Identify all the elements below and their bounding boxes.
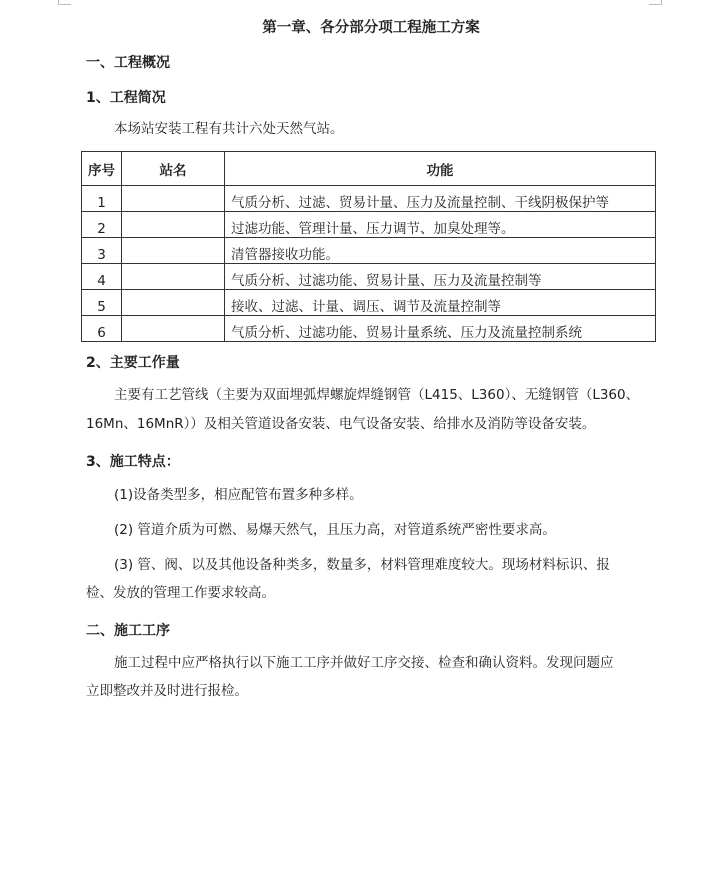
cell-name [122,290,225,316]
table-row [82,264,656,290]
header-no: 序号 [82,152,122,186]
cell-name [122,186,225,212]
cell-no: 2 [82,212,122,238]
intro-paragraph: 本场站安装工程有共计六处天然气站。 [114,121,344,137]
table-row [82,290,656,316]
crop-mark-right [649,0,662,5]
header-station-name: 站名 [122,152,225,186]
cell-no: 4 [82,264,122,290]
table-row [82,316,656,342]
workload-line-2: 16Mn、16MnR））及相关管道设备安装、电气设备安装、给排水及消防等设备安装。 [86,416,596,432]
section-heading-procedure: 二、施工工序 [86,623,170,639]
subheading-workload: 2、主要工作量 [86,355,180,371]
cell-no: 1 [82,186,122,212]
cell-function: 气质分析、过滤、贸易计量、压力及流量控制、干线阴极保护等 [225,186,656,212]
feature-item-1: (1)设备类型多，相应配管布置多种多样。 [114,487,363,503]
table-row [82,186,656,212]
table-header-row [82,152,656,186]
subheading-project-brief: 1、工程简况 [86,90,166,106]
crop-mark-left [58,0,71,5]
cell-name [122,212,225,238]
cell-name [122,264,225,290]
procedure-line-1: 施工过程中应严格执行以下施工工序并做好工序交接、检查和确认资料。发现问题应 [114,655,614,671]
cell-function: 气质分析、过滤功能、贸易计量系统、压力及流量控制系统 [225,316,656,342]
workload-line-1: 主要有工艺管线（主要为双面埋弧焊螺旋焊缝钢管（L415、L360）、无缝钢管（L360、 [114,387,640,403]
table-row [82,212,656,238]
feature-item-2: (2) 管道介质为可燃、易爆天然气，且压力高，对管道系统严密性要求高。 [114,522,556,538]
cell-function: 接收、过滤、计量、调压、调节及流量控制等 [225,290,656,316]
feature-item-3-line-2: 检、发放的管理工作要求较高。 [86,585,275,601]
cell-no: 3 [82,238,122,264]
cell-function: 过滤功能、管理计量、压力调节、加臭处理等。 [225,212,656,238]
cell-name [122,316,225,342]
header-function: 功能 [225,152,656,186]
table-row [82,238,656,264]
procedure-line-2: 立即整改并及时进行报检。 [86,683,248,699]
subheading-features: 3、施工特点： [86,454,180,470]
page-title: 第一章、各分部分项工程施工方案 [262,20,480,36]
cell-function: 清管器接收功能。 [225,238,656,264]
cell-name [122,238,225,264]
cell-no: 5 [82,290,122,316]
cell-function: 气质分析、过滤功能、贸易计量、压力及流量控制等 [225,264,656,290]
cell-no: 6 [82,316,122,342]
section-heading-overview: 一、工程概况 [86,55,170,71]
feature-item-3-line-1: (3) 管、阀、以及其他设备种类多，数量多，材料管理难度较大。现场材料标识、报 [114,557,610,573]
station-table [81,151,656,342]
